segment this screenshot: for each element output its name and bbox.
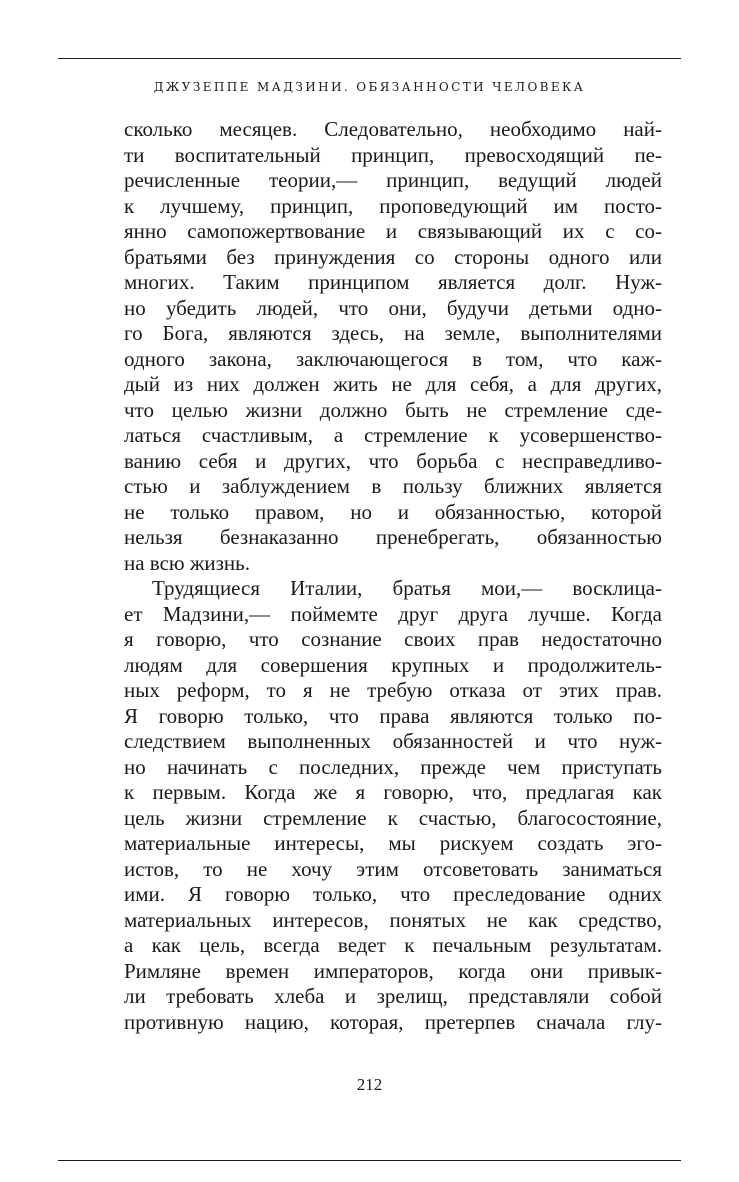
text-line: а как цель, всегда ведет к печальным результатам. — [124, 933, 662, 957]
text-line: к первым. Когда же я говорю, что, предлагая как — [124, 780, 662, 804]
text-line: Римляне времен императоров, когда они привык- — [124, 958, 662, 983]
text-line: го Бога, являются здесь, на земле, выполнителями — [124, 321, 662, 345]
text-line: дый из них должен жить не для себя, а для других, — [124, 372, 662, 396]
text-line: речисленные теории,— принцип, ведущий людей — [124, 168, 662, 192]
text-line: на всю жизнь. — [124, 550, 250, 575]
bottom-rule — [58, 1160, 681, 1161]
page-number: 212 — [356, 1075, 383, 1094]
text-line: людям для совершения крупных и продолжитель- — [124, 652, 662, 677]
text-line: ти воспитательный принцип, превосходящий пе- — [124, 142, 662, 167]
text-line: многих. Таким принципом является долг. Нуж- — [124, 270, 662, 294]
text-line: материальных интересов, понятых не как средство, — [124, 907, 662, 932]
text-line: нельзя безнаказанно пренебрегать, обязанностью — [124, 525, 662, 549]
text-line: но убедить людей, что они, будучи детьми одно- — [124, 295, 662, 320]
text-line: латься счастливым, а стремление к усовершенство- — [124, 423, 662, 447]
text-line: ет Мадзини,— поймемте друг друга лучше. Когда — [124, 601, 662, 626]
text-line: ли требовать хлеба и зрелищ, представляли собой — [124, 984, 662, 1008]
text-line: ими. Я говорю только, что преследование одних — [124, 882, 662, 906]
text-line: стью и заблуждением в пользу ближних является — [124, 474, 662, 498]
body-text — [124, 117, 662, 1035]
text-line: цель жизни стремление к счастью, благосостояние, — [124, 805, 662, 830]
paragraph-2 — [124, 576, 662, 1035]
text-line: Я говорю только, что права являются только по- — [124, 703, 662, 728]
text-line: Трудящиеся Италии, братья мои,— восклица- — [152, 576, 662, 600]
text-line: братьями без принуждения со стороны одного или — [124, 244, 662, 269]
text-line: одного закона, заключающегося в том, что каж- — [124, 346, 662, 371]
top-rule — [58, 58, 681, 59]
text-line: сколько месяцев. Следовательно, необходимо най- — [124, 117, 662, 141]
text-line: что целью жизни должно быть не стремление сде- — [124, 397, 662, 422]
text-line: ных реформ, то я не требую отказа от этих прав. — [124, 678, 662, 702]
text-line: к лучшему, принцип, проповедующий им посто- — [124, 193, 662, 218]
text-line: истов, то не хочу этим отсоветовать заниматься — [124, 856, 662, 881]
text-line: противную нацию, которая, претерпев сначала глу- — [124, 1009, 662, 1034]
text-line: я говорю, что сознание своих прав недостаточно — [124, 627, 662, 651]
text-line: но начинать с последних, прежде чем приступать — [124, 754, 662, 779]
text-line: следствием выполненных обязанностей и что нуж- — [124, 729, 662, 753]
running-head: ДЖУЗЕППЕ МАДЗИНИ. ОБЯЗАННОСТИ ЧЕЛОВЕКА — [153, 80, 586, 94]
text-line: не только правом, но и обязанностью, которой — [124, 499, 662, 524]
paragraph-1 — [124, 117, 662, 576]
text-line: янно самопожертвование и связывающий их с со- — [124, 219, 662, 243]
text-line: материальные интересы, мы рискуем создать эго- — [124, 831, 662, 855]
text-line: ванию себя и других, что борьба с несправедливо- — [124, 448, 662, 473]
